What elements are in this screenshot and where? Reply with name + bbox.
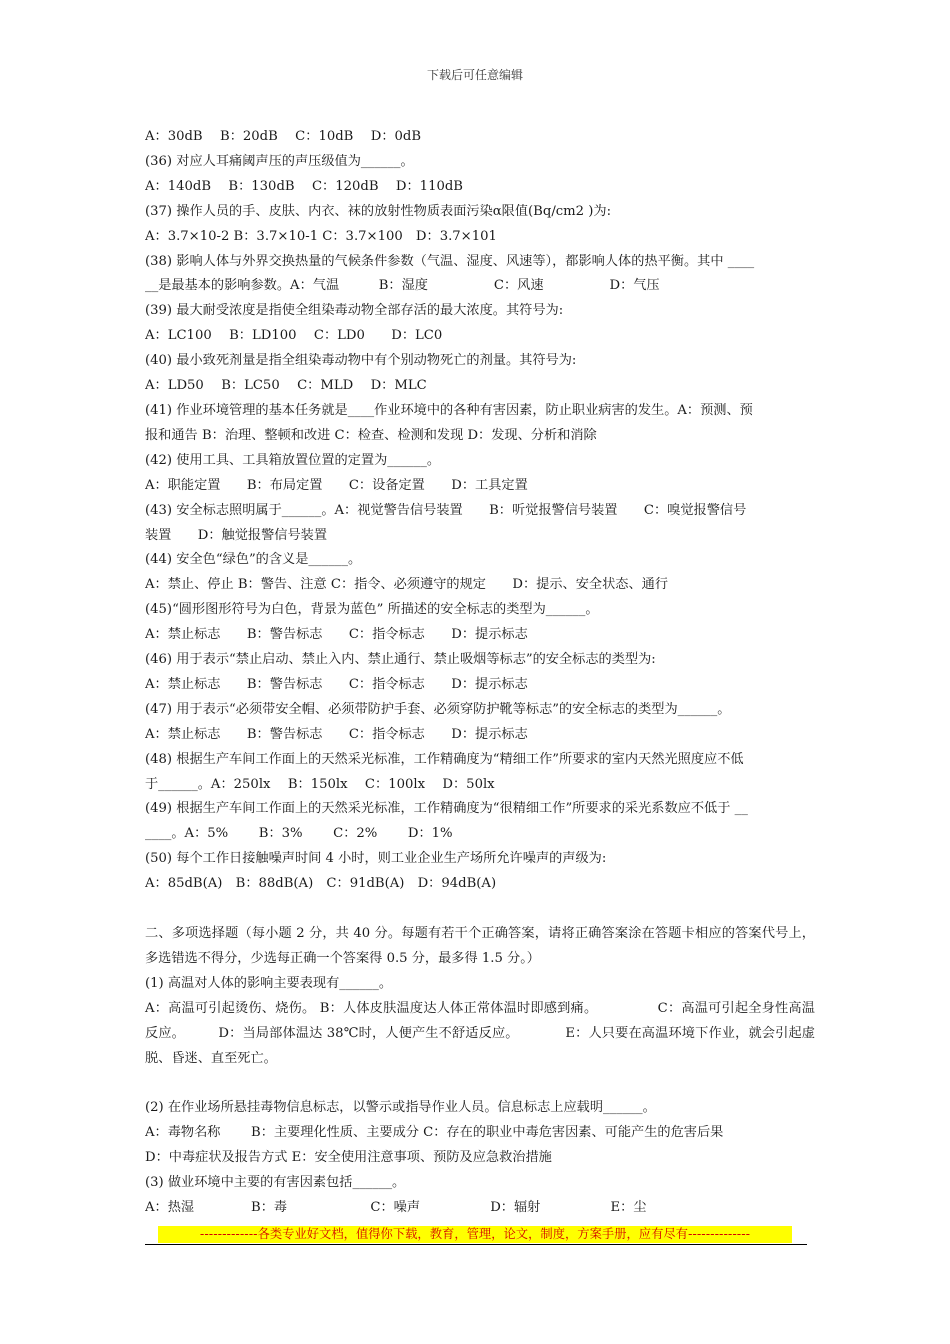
question-stem: (2) 在作业场所悬挂毒物信息标志，以警示或指导作业人员。信息标志上应载明______。 [145,1100,656,1116]
question-line: A：3.7×10-2 B：3.7×10-1 C：3.7×100 D：3.7×101 [145,228,497,244]
question-line: A：禁止标志 B：警告标志 C：指令标志 D：提示标志 [145,676,528,692]
question-line: A：LD50 B：LC50 C：MLD D：MLC [145,378,427,394]
question-line: 于______。A：250lx B：150lx C：100lx D：50lx [145,776,495,792]
question-line: (45)“圆形图形符号为白色，背景为蓝色” 所描述的安全标志的类型为______。 [145,602,599,618]
question-line: (47) 用于表示“必须带安全帽、必须带防护手套、必须穿防护靴等标志”的安全标志的类型为______。 [145,701,731,717]
question-line: (40) 最小致死剂量是指全组染毒动物中有个别动物死亡的剂量。其符号为: [145,353,577,369]
question-line: A：140dB B：130dB C：120dB D：110dB [145,178,463,194]
question-options: A：高温可引起烫伤、烧伤。 B：人体皮肤温度达人体正常体温时即感到痛。 C：高温可引起全身性高温反应。 D：当局部体温达 38℃时，人便产生不舒适反应。 E：人只要在高温环境下作业，就会引起虚脱、昏迷、直至死亡。 [145,1000,815,1066]
question-line: (43) 安全标志照明属于______。A：视觉警告信号装置 B：听觉报警信号装置 C：嗅觉报警信号 [145,502,747,518]
question-stem: (3) 做业环境中主要的有害因素包括______。 [145,1175,406,1191]
question-line: (41) 作业环境管理的基本任务就是____作业环境中的各种有害因素，防止职业病害的发生。A：预测、预 [145,402,753,418]
question-line: (36) 对应人耳痛阈声压的声压级值为______。 [145,153,414,169]
question-line: (48) 根据生产车间工作面上的天然采光标准，工作精确度为“精细工作”所要求的室内天然光照度应不低 [145,751,744,767]
question-line: (38) 影响人体与外界交换热量的气候条件参数（气温、湿度、风速等），都影响人体的热平衡。其中 ____ [145,253,755,269]
question-line: (42) 使用工具、工具箱放置位置的定置为______。 [145,452,441,468]
spacer [145,897,815,922]
question-line: A：30dB B：20dB C：10dB D：0dB [145,129,422,144]
question-line: ____。A：5% B：3% C：2% D：1% [145,826,453,842]
question-line: (50) 每个工作日接触噪声时间 4 小时，则工业企业生产场所允许噪声的声级为: [145,851,607,867]
question-line: A：LC100 B：LD100 C：LD0 D：LC0 [145,328,443,344]
question-options: D：中毒症状及报告方式 E：安全使用注意事项、预防及应急救治措施 [145,1150,552,1166]
question-options: A：热湿 B：毒 C：噪声 D：辐射 E：尘 [145,1199,647,1215]
section-intro: 二、多项选择题（每小题 2 分，共 40 分。每题有若干个正确答案，请将正确答案涂在答题卡相应的答案代号上，多选错选不得分，少选每正确一个答案得 0.5 分，最多得 1.5 分。） [145,925,815,966]
question-line: __是最基本的影响参数。A：气温 B：湿度 C：风速 D：气压 [145,278,660,294]
question-line: (37) 操作人员的手、皮肤、内衣、袜的放射性物质表面污染α限值(Bq/cm2 )为: [145,203,612,219]
question-line: A：禁止标志 B：警告标志 C：指令标志 D：提示标志 [145,627,528,643]
question-line: A：85dB(A) B：88dB(A) C：91dB(A) D：94dB(A) [145,876,497,892]
question-line: (39) 最大耐受浓度是指使全组染毒动物全部存活的最大浓度。其符号为: [145,303,564,319]
page-header: 下载后可任意编辑 [426,68,523,82]
spacer [145,1071,815,1096]
question-stem: (1) 高温对人体的影响主要表现有______。 [145,975,393,991]
question-options: A：毒物名称 B：主要理化性质、主要成分 C：存在的职业中毒危害因素、可能产生的危害后果 [145,1125,724,1141]
question-line: A：禁止、停止 B：警告、注意 C：指令、必须遵守的规定 D：提示、安全状态、通行 [145,577,669,593]
question-line: 报和通告 B：治理、整顿和改进 C：检查、检测和发现 D：发现、分析和消除 [145,427,597,443]
question-line: A：职能定置 B：布局定置 C：设备定置 D：工具定置 [145,477,528,493]
document-body [145,125,815,1221]
question-line: 装置 D：触觉报警信号装置 [145,527,328,543]
footer-divider [145,1244,807,1245]
question-line: (49) 根据生产车间工作面上的天然采光标准，工作精确度为“很精细工作”所要求的采光系数应不低于 __ [145,801,748,817]
question-line: (46) 用于表示“禁止启动、禁止入内、禁止通行、禁止吸烟等标志”的安全标志的类型为: [145,652,656,668]
question-line: A：禁止标志 B：警告标志 C：指令标志 D：提示标志 [145,726,528,742]
question-line: (44) 安全色“绿色”的含义是______。 [145,552,362,568]
footer-banner: -------------各类专业好文档，值得你下载，教育，管理，论文，制度，方案手册，应有尽有-------------- [158,1226,792,1243]
